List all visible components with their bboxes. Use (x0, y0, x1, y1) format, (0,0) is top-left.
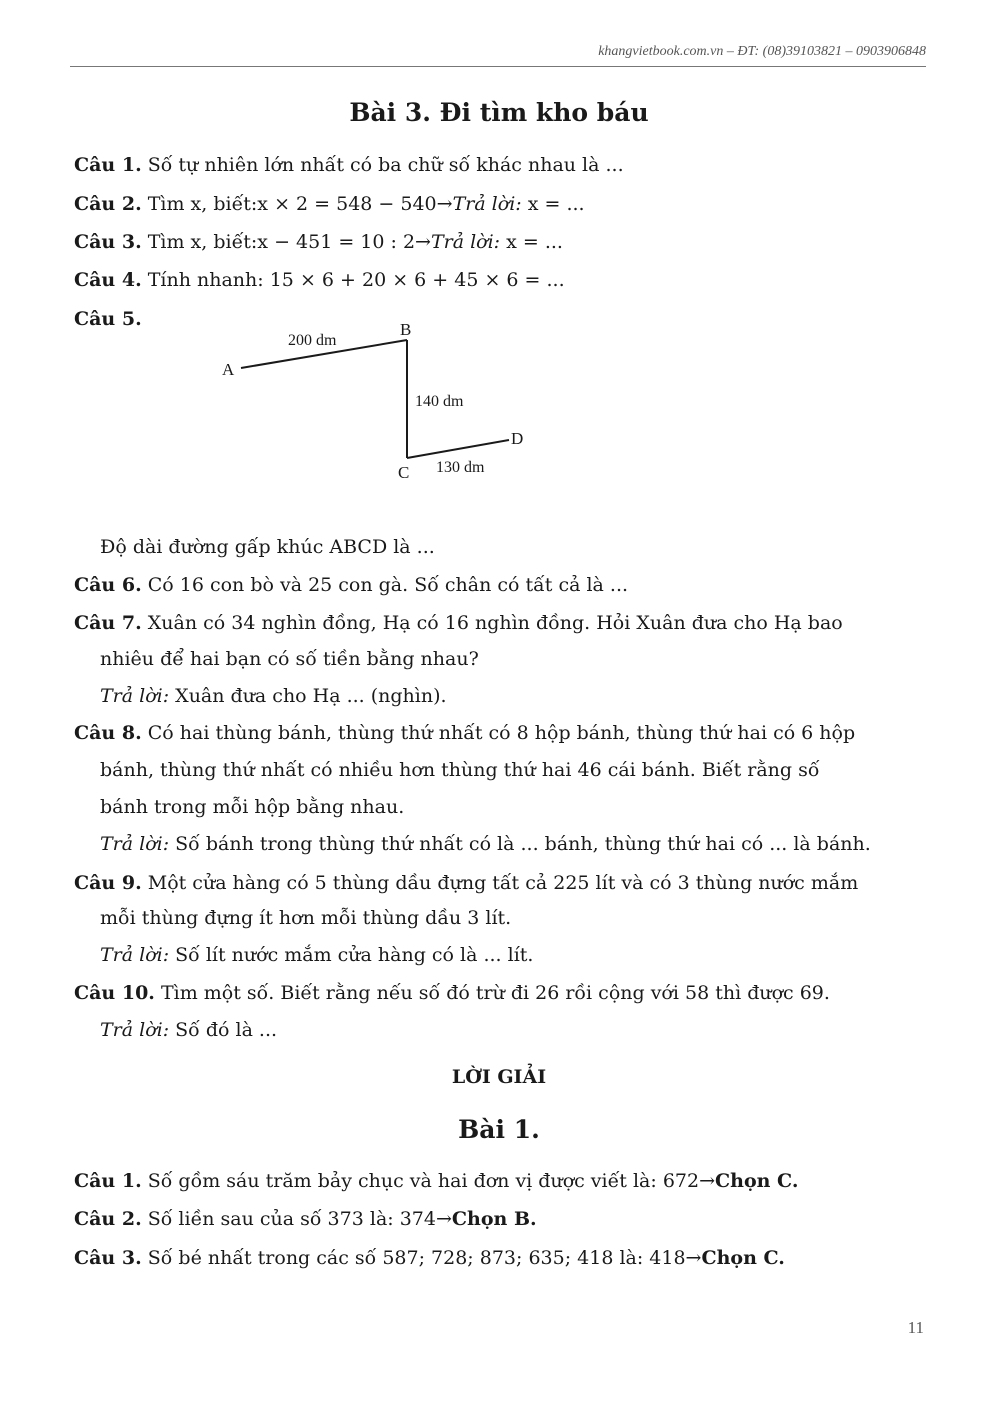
question-8-answer (100, 832, 871, 856)
answer-label: Trả lời: (430, 231, 501, 253)
question-7-answer (100, 684, 447, 708)
answer-label: Trả lời: (100, 685, 170, 707)
polyline-figure (215, 310, 545, 490)
question-text: Số tự nhiên lớn nhất có ba chữ số khác nhau là ... (141, 154, 624, 176)
question-text: Có 16 con bò và 25 con gà. Số chân có tất cả là ... (141, 574, 629, 596)
solutions-heading: LỜI GIẢI (451, 1066, 547, 1088)
question-7 (74, 611, 843, 635)
question-1 (74, 153, 624, 177)
question-5 (74, 307, 142, 331)
question-text: Một cửa hàng có 5 thùng dầu đựng tất cả 225 lít và có 3 thùng nước mắm (141, 872, 859, 894)
solution-label: Câu 1. (74, 1170, 142, 1192)
question-text: Tìm x, biết:x × 2 = 548 − 540→ (141, 193, 453, 215)
question-9-line2: mỗi thùng đựng ít hơn mỗi thùng dầu 3 lít. (100, 907, 512, 929)
answer-text: x = ... (521, 193, 585, 215)
answer-text: Xuân đưa cho Hạ ... (nghìn). (169, 685, 447, 707)
exercise-title: Bài 3. Đi tìm kho báu (349, 98, 649, 127)
question-label: Câu 10. (74, 982, 155, 1004)
header-rule (70, 66, 926, 67)
segment-cd (407, 440, 509, 458)
solution-choice: Chọn C. (715, 1170, 799, 1192)
question-label: Câu 3. (74, 231, 142, 253)
question-2 (74, 192, 585, 216)
question-5-text: Độ dài đường gấp khúc ABCD là ... (100, 536, 435, 558)
question-7-line2: nhiêu để hai bạn có số tiền bằng nhau? (100, 648, 479, 670)
solution-text: Số liền sau của số 373 là: 374→ (141, 1208, 452, 1230)
question-label: Câu 1. (74, 154, 142, 176)
segment-ab-length: 200 dm (288, 332, 337, 349)
answer-text: x = ... (500, 231, 563, 253)
question-text: Có hai thùng bánh, thùng thứ nhất có 8 hộp bánh, thùng thứ hai có 6 hộp (141, 722, 856, 744)
point-c-label: C (398, 463, 410, 482)
solution-label: Câu 2. (74, 1208, 142, 1230)
point-a-label: A (222, 360, 235, 379)
question-label: Câu 9. (74, 872, 142, 894)
answer-text: Số lít nước mắm cửa hàng có là ... lít. (169, 944, 534, 966)
answer-label: Trả lời: (100, 1019, 170, 1041)
question-text: Tìm một số. Biết rằng nếu số đó trừ đi 26 rồi cộng với 58 thì được 69. (154, 982, 830, 1004)
question-text: Tìm x, biết:x − 451 = 10 : 2→ (141, 231, 431, 253)
question-label: Câu 8. (74, 722, 142, 744)
question-label: Câu 7. (74, 612, 142, 634)
question-label: Câu 6. (74, 574, 142, 596)
question-text: Xuân có 34 nghìn đồng, Hạ có 16 nghìn đồng. Hỏi Xuân đưa cho Hạ bao (141, 612, 843, 634)
solution-choice: Chọn B. (451, 1208, 537, 1230)
answer-label: Trả lời: (452, 193, 522, 215)
question-4 (74, 268, 565, 292)
segment-cd-length: 130 dm (436, 459, 485, 476)
question-8-line2: bánh, thùng thứ nhất có nhiều hơn thùng thứ hai 46 cái bánh. Biết rằng số (100, 759, 820, 781)
segment-bc-length: 140 dm (415, 393, 464, 410)
question-8 (74, 721, 855, 745)
solution-choice: Chọn C. (701, 1247, 785, 1269)
question-label: Câu 4. (74, 269, 142, 291)
question-8-line3: bánh trong mỗi hộp bằng nhau. (100, 796, 405, 818)
question-9 (74, 871, 858, 895)
question-label: Câu 5. (74, 308, 142, 330)
question-text: Tính nhanh: 15 × 6 + 20 × 6 + 45 × 6 = ... (141, 269, 565, 291)
question-label: Câu 2. (74, 193, 142, 215)
solutions-part-title: Bài 1. (458, 1115, 540, 1144)
page-header: khangvietbook.com.vn – ĐT: (08)39103821 – 0903906848 (598, 44, 926, 59)
answer-text: Số bánh trong thùng thứ nhất có là ... bánh, thùng thứ hai có ... là bánh. (169, 833, 871, 855)
question-9-answer (100, 943, 533, 967)
answer-label: Trả lời: (100, 833, 170, 855)
solution-2 (74, 1207, 537, 1231)
question-10 (74, 981, 830, 1005)
solution-1 (74, 1169, 798, 1193)
answer-label: Trả lời: (100, 944, 170, 966)
solution-label: Câu 3. (74, 1247, 142, 1269)
point-d-label: D (511, 429, 524, 448)
page-number: 11 (907, 1318, 924, 1337)
answer-text: Số đó là ... (169, 1019, 278, 1041)
solution-text: Số bé nhất trong các số 587; 728; 873; 635; 418 là: 418→ (141, 1247, 702, 1269)
question-6 (74, 573, 628, 597)
point-b-label: B (400, 320, 412, 339)
solution-text: Số gồm sáu trăm bảy chục và hai đơn vị được viết là: 672→ (141, 1170, 716, 1192)
question-3 (74, 230, 563, 254)
solution-3 (74, 1246, 785, 1270)
question-10-answer (100, 1018, 277, 1042)
